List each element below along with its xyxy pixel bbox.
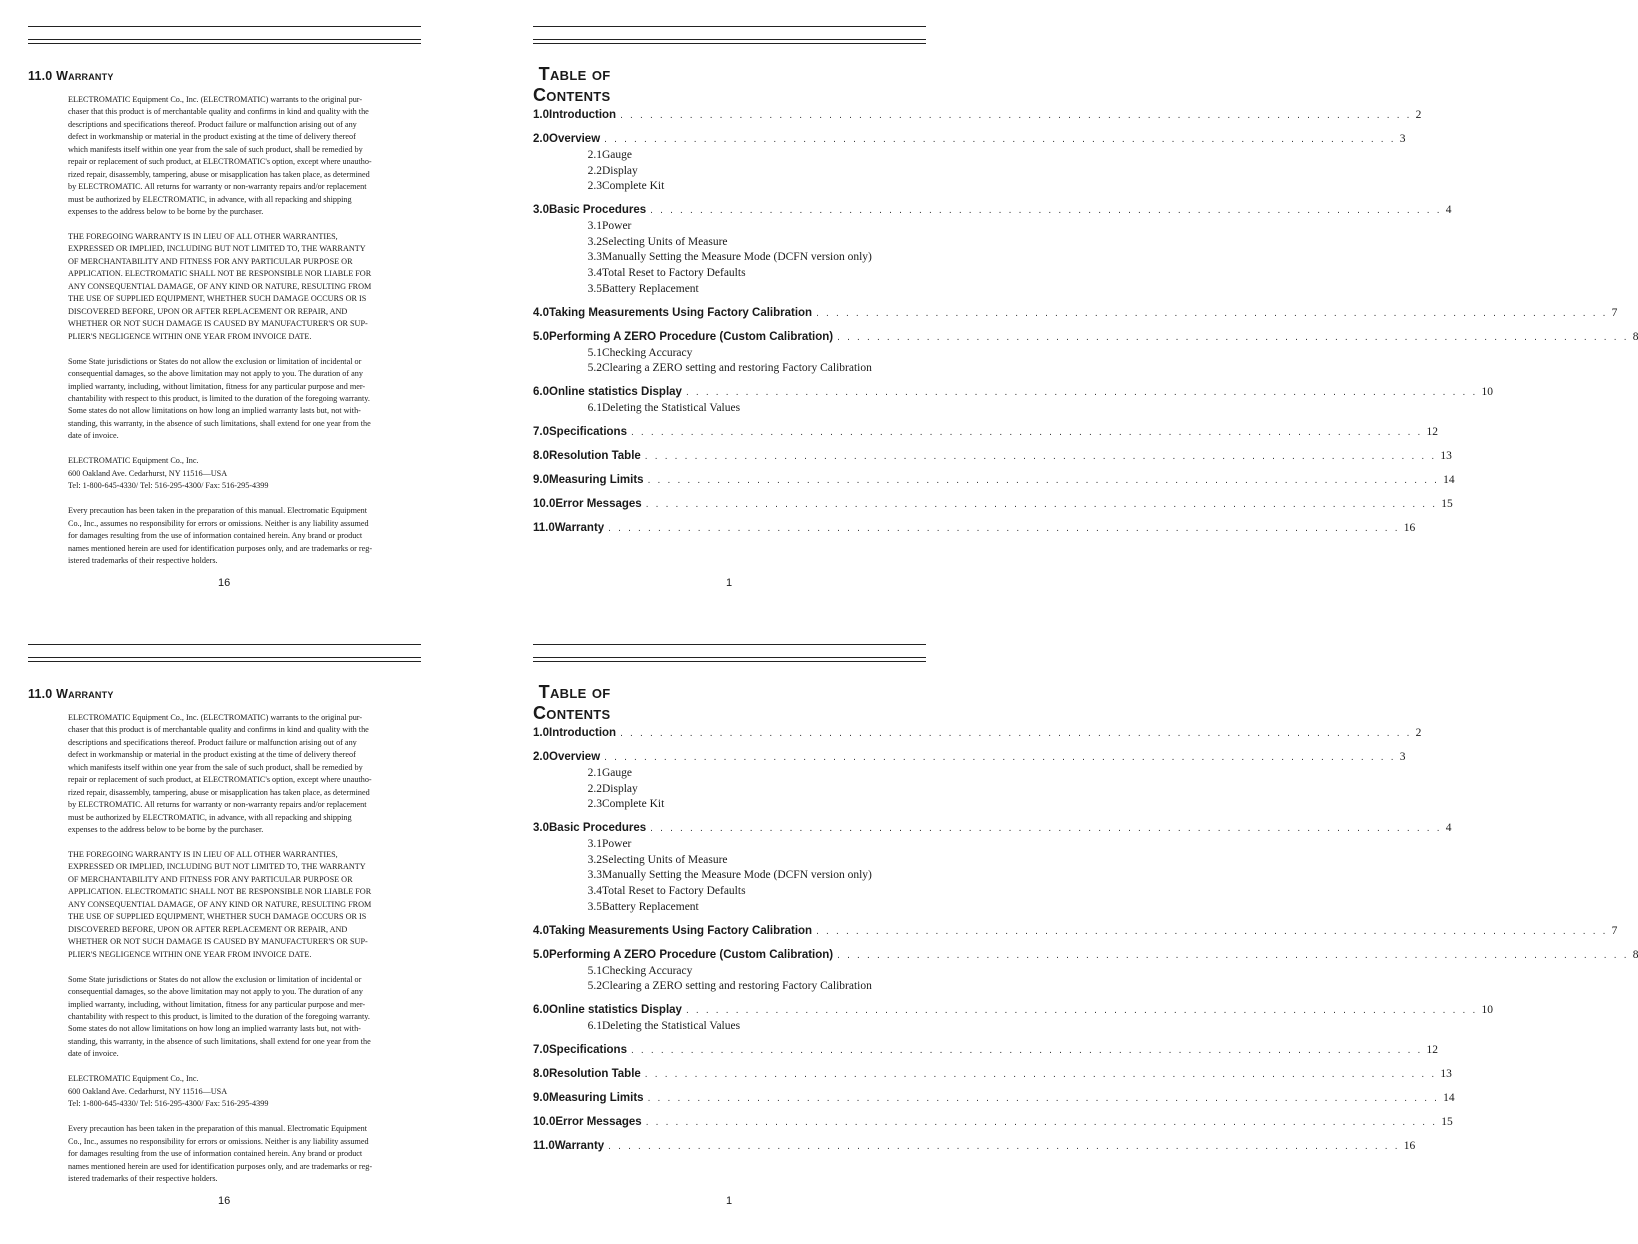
toc-subentry-title: Checking Accuracy bbox=[602, 964, 693, 977]
warranty-heading bbox=[28, 687, 114, 701]
header-rule bbox=[28, 26, 421, 27]
toc-dot-leader: . . . . . . . . . . . . . . . . . . . . . . . . . . . . . . . . . . . . . . . . . . . . . . . . . . . . . . . . . . . . . . . . . . . . . . . . . . . . . . . . bbox=[685, 386, 1478, 398]
toc-subentry-number: 3.4 bbox=[587, 267, 602, 280]
toc-list bbox=[533, 109, 1638, 546]
toc-entry-title: Taking Measurements Using Factory Calibration bbox=[549, 306, 813, 319]
toc-page-top bbox=[533, 26, 1638, 626]
toc-subentry[interactable] bbox=[533, 965, 925, 981]
toc-subentry-number: 2.1 bbox=[587, 767, 602, 779]
toc-entry-group bbox=[533, 204, 1452, 298]
toc-subentry[interactable] bbox=[533, 362, 925, 378]
toc-subentry-number: 2.3 bbox=[587, 180, 602, 193]
header-rule bbox=[533, 644, 926, 645]
toc-subentry-title: Gauge bbox=[602, 767, 633, 779]
toc-entry-title: Introduction bbox=[549, 109, 617, 121]
toc-entry-number: 5.0 bbox=[533, 330, 549, 343]
toc-entry-page: 15 bbox=[1441, 1115, 1453, 1128]
toc-subentry-title: Manually Setting the Measure Mode (DCFN version only) bbox=[602, 251, 872, 264]
toc-entry[interactable] bbox=[533, 133, 1406, 149]
warranty-heading-number: 11.0 bbox=[28, 69, 53, 83]
toc-entry[interactable] bbox=[533, 109, 1422, 125]
toc-dot-leader: . . . . . . . . . . . . . . . . . . . . . . . . . . . . . . . . . . . . . . . . . . . . . . . . . . . . . . . . . . . . . . . . . . . . . . . . . . . . . . . . bbox=[837, 949, 1629, 961]
toc-entry-number: 3.0 bbox=[533, 822, 549, 835]
toc-entry-group bbox=[533, 924, 1618, 941]
toc-entry-page: 13 bbox=[1440, 449, 1452, 462]
toc-subentry-number: 3.2 bbox=[587, 235, 602, 248]
toc-entry[interactable] bbox=[533, 425, 1439, 442]
toc-entry[interactable] bbox=[533, 385, 1493, 402]
toc-subentry[interactable] bbox=[533, 347, 925, 363]
toc-entry-page: 8 bbox=[1632, 330, 1638, 343]
toc-entry[interactable] bbox=[533, 1067, 1452, 1084]
toc-dot-leader: . . . . . . . . . . . . . . . . . . . . . . . . . . . . . . . . . . . . . . . . . . . . . . . . . . . . . . . . . . . . . . . . . . . . . . . . . . . . . . . . bbox=[816, 307, 1608, 319]
warranty-paragraph: ELECTROMATIC Equipment Co., Inc. (ELECTROMATIC) warrants to the original pur- chaser that this product is of merchantable quality and confirms in kind and quality with the descriptions and specifications thereof. Product failure or malfunction arising out of any defect in workmanship or material in the product existing at the time of delivery thereof which manifests itself within one year from the sale of such product, shall be remedied by repair or replacement of such product, at ELECTROMATIC's option, except where unautho- rized repair, disassembly, tampering, abuse or misapplication has taken place, as determined by ELECTROMATIC. All returns for warranty or non-warranty repairs and/or replacement must be authorized by ELECTROMATIC, in advance, with all repacking and shipping expenses to the address below to be borne by the purchaser. bbox=[68, 713, 372, 835]
toc-entry-title: Resolution Table bbox=[549, 1067, 641, 1080]
toc-entry-number: 5.0 bbox=[533, 948, 549, 961]
toc-page-bottom bbox=[533, 644, 1638, 1244]
toc-entry[interactable] bbox=[533, 1003, 1493, 1020]
toc-subentry-title: Selecting Units of Measure bbox=[602, 853, 728, 866]
toc-dot-leader: . . . . . . . . . . . . . . . . . . . . . . . . . . . . . . . . . . . . . . . . . . . . . . . . . . . . . . . . . . . . . . . . . . . . . . . . . . . . . . . . bbox=[645, 498, 1438, 510]
company-address: ELECTROMATIC Equipment Co., Inc. 600 Oakland Ave. Cedarhurst, NY 11516—USA Tel: 1-800-645-4330/ Tel: 516-295-4300/ Fax: 516-295-4399 bbox=[68, 456, 269, 491]
toc-subentry-number: 2.2 bbox=[587, 164, 602, 177]
toc-subentry-number: 3.3 bbox=[587, 251, 602, 264]
toc-entry-number: 7.0 bbox=[533, 1043, 549, 1056]
toc-subentry[interactable] bbox=[533, 236, 925, 252]
toc-dot-leader: . . . . . . . . . . . . . . . . . . . . . . . . . . . . . . . . . . . . . . . . . . . . . . . . . . . . . . . . . . . . . . . . . . . . . . . . . . . . . . . . bbox=[685, 1004, 1478, 1016]
toc-entry-page: 16 bbox=[1403, 1139, 1416, 1152]
warranty-state-paragraph: Some State jurisdictions or States do not allow the exclusion or limitation of incidental or consequential damages, so the above limitation may not apply to you. The duration of any implied warranty, including, without limitation, fitness for any particular purpose and mer- chantability with respect to this product, is limited to the duration of the foregoing warranty. Some states do not allow limitations on how long an implied warranty lasts but, not with- standing, this warranty, in the absence of such limitations, shall extend for one year from the date of invoice. bbox=[68, 356, 371, 441]
toc-entry[interactable] bbox=[533, 1043, 1439, 1060]
toc-subentry-number: 6.1 bbox=[587, 401, 602, 414]
toc-subentry-number: 2.3 bbox=[587, 798, 602, 811]
toc-entry-page: 10 bbox=[1481, 385, 1493, 398]
toc-subentry[interactable] bbox=[533, 402, 925, 418]
toc-entry-title: Overview bbox=[549, 133, 601, 145]
toc-entry-group bbox=[533, 425, 1439, 442]
toc-subentry[interactable] bbox=[533, 854, 925, 870]
toc-subentry[interactable] bbox=[533, 901, 925, 917]
toc-subentry-title: Power bbox=[602, 220, 632, 233]
warranty-body bbox=[68, 94, 420, 580]
warranty-state-paragraph: Some State jurisdictions or States do not allow the exclusion or limitation of incidental or consequential damages, so the above limitation may not apply to you. The duration of any implied warranty, including, without limitation, fitness for any particular purpose and mer- chantability with respect to this product, is limited to the duration of the foregoing warranty. Some states do not allow limitations on how long an implied warranty lasts but, not with- standing, this warranty, in the absence of such limitations, shall extend for one year from the date of invoice. bbox=[68, 974, 371, 1059]
toc-subentry-title: Total Reset to Factory Defaults bbox=[602, 885, 746, 898]
toc-entry[interactable] bbox=[533, 521, 1416, 538]
warranty-heading bbox=[28, 69, 114, 83]
toc-entry-page: 3 bbox=[1399, 751, 1406, 763]
warranty-paragraph: ELECTROMATIC Equipment Co., Inc. (ELECTROMATIC) warrants to the original pur- chaser that this product is of merchantable quality and confirms in kind and quality with the descriptions and specifications thereof. Product failure or malfunction arising out of any defect in workmanship or material in the product existing at the time of delivery thereof which manifests itself within one year from the sale of such product, shall be remedied by repair or replacement of such product, at ELECTROMATIC's option, except where unautho- rized repair, disassembly, tampering, abuse or misapplication has taken place, as determined by ELECTROMATIC. All returns for warranty or non-warranty repairs and/or replacement must be authorized by ELECTROMATIC, in advance, with all repacking and shipping expenses to the address below to be borne by the purchaser. bbox=[68, 95, 372, 217]
toc-dot-leader: . . . . . . . . . . . . . . . . . . . . . . . . . . . . . . . . . . . . . . . . . . . . . . . . . . . . . . . . . . . . . . . . . . . . . . . . . . . . . . . . bbox=[650, 823, 1442, 835]
toc-subentry[interactable] bbox=[533, 783, 925, 799]
toc-entry-title: Error Messages bbox=[555, 1115, 642, 1128]
precaution-paragraph: Every precaution has been taken in the preparation of this manual. Electromatic Equipment Co., Inc., assumes no responsibility for errors or omissions. Neither is any liability assumed for damages resulting from the use of information contained herein. Any brand or product names mentioned herein are used for identification purposes only, and are trademarks or reg- istered trademarks of their respective holders. bbox=[68, 506, 373, 565]
toc-entry-page: 12 bbox=[1426, 425, 1439, 438]
toc-subentry[interactable] bbox=[533, 885, 925, 901]
toc-entry-group bbox=[533, 727, 1422, 743]
toc-subentry-title: Display bbox=[602, 782, 638, 795]
toc-entry-title: Basic Procedures bbox=[549, 822, 647, 835]
toc-entry[interactable] bbox=[533, 330, 1638, 347]
warranty-body bbox=[68, 712, 420, 1198]
toc-entry-page: 7 bbox=[1611, 924, 1618, 937]
toc-entry-group bbox=[533, 1067, 1452, 1084]
toc-entry-page: 15 bbox=[1441, 497, 1453, 510]
warranty-heading-title: Warranty bbox=[56, 687, 114, 701]
toc-subentry-title: Total Reset to Factory Defaults bbox=[602, 267, 746, 280]
toc-dot-leader: . . . . . . . . . . . . . . . . . . . . . . . . . . . . . . . . . . . . . . . . . . . . . . . . . . . . . . . . . . . . . . . . . . . . . . . . . . . . . . . . bbox=[644, 450, 1437, 462]
toc-dot-leader: . . . . . . . . . . . . . . . . . . . . . . . . . . . . . . . . . . . . . . . . . . . . . . . . . . . . . . . . . . . . . . . . . . . . . . . . . . . . . . . . bbox=[630, 1044, 1423, 1056]
toc-entry-group bbox=[533, 1139, 1416, 1156]
toc-dot-leader: . . . . . . . . . . . . . . . . . . . . . . . . . . . . . . . . . . . . . . . . . . . . . . . . . . . . . . . . . . . . . . . . . . . . . . . . . . . . . . . . bbox=[608, 522, 1400, 534]
toc-entry-number: 3.0 bbox=[533, 204, 549, 217]
toc-entry-page: 14 bbox=[1443, 473, 1455, 486]
toc-dot-leader: . . . . . . . . . . . . . . . . . . . . . . . . . . . . . . . . . . . . . . . . . . . . . . . . . . . . . . . . . . . . . . . . . . . . . . . . . . . . . . . . bbox=[630, 426, 1423, 438]
toc-dot-leader: . . . . . . . . . . . . . . . . . . . . . . . . . . . . . . . . . . . . . . . . . . . . . . . . . . . . . . . . . . . . . . . . . . . . . . . . . . . . . . . . bbox=[620, 110, 1412, 121]
toc-entry-title: Performing A ZERO Procedure (Custom Calibration) bbox=[549, 948, 834, 961]
warranty-disclaimer-paragraph: THE FOREGOING WARRANTY IS IN LIEU OF ALL OTHER WARRANTIES, EXPRESSED OR IMPLIED, INCLUDING BUT NOT LIMITED TO, THE WARRANTY OF MERCHANTABILITY AND FITNESS FOR ANY PARTICULAR PURPOSE OR APPLICATION. ELECTROMATIC SHALL NOT BE RESPONSIBLE NOR LIABLE FOR ANY CONSEQUENTIAL DAMAGE, OF ANY KIND OR NATURE, RESULTING FROM THE USE OF SUPPLIED EQUIPMENT, WHETHER SUCH DAMAGE OCCURS OR IS DISCOVERED BEFORE, UPON OR AFTER REPLACEMENT OR REPAIR, AND WHETHER OR NOT SUCH DAMAGE IS CAUSED BY MANUFACTURER'S OR SUP- PLIER'S NEGLIGENCE WITHIN ONE YEAR FROM INVOICE DATE. bbox=[68, 232, 372, 341]
toc-subentry-number: 6.1 bbox=[587, 1019, 602, 1032]
toc-entry[interactable] bbox=[533, 497, 1453, 514]
toc-entry-page: 7 bbox=[1611, 306, 1618, 319]
toc-entry-number: 11.0 bbox=[533, 521, 555, 534]
toc-subentry-title: Power bbox=[602, 838, 632, 851]
toc-entry-group bbox=[533, 473, 1455, 490]
toc-entry-number: 10.0 bbox=[533, 1115, 556, 1128]
warranty-page-top bbox=[28, 26, 448, 626]
toc-entry-number: 6.0 bbox=[533, 385, 549, 398]
toc-entry-group bbox=[533, 1115, 1453, 1132]
toc-entry-number: 1.0 bbox=[533, 727, 549, 739]
company-address: ELECTROMATIC Equipment Co., Inc. 600 Oakland Ave. Cedarhurst, NY 11516—USA Tel: 1-800-645-4330/ Tel: 516-295-4300/ Fax: 516-295-4399 bbox=[68, 1074, 269, 1109]
toc-entry-title: Online statistics Display bbox=[549, 1003, 682, 1016]
toc-entry-group bbox=[533, 306, 1618, 323]
toc-entry-page: 2 bbox=[1415, 109, 1422, 121]
toc-entry-page: 4 bbox=[1445, 204, 1452, 217]
toc-subentry-title: Battery Replacement bbox=[602, 900, 699, 913]
toc-subentry-title: Battery Replacement bbox=[602, 282, 699, 295]
header-double-rule bbox=[28, 39, 421, 44]
toc-dot-leader: . . . . . . . . . . . . . . . . . . . . . . . . . . . . . . . . . . . . . . . . . . . . . . . . . . . . . . . . . . . . . . . . . . . . . . . . . . . . . . . . bbox=[837, 331, 1629, 343]
toc-subentry[interactable] bbox=[533, 267, 925, 283]
toc-entry-page: 14 bbox=[1443, 1091, 1455, 1104]
toc-subentry[interactable] bbox=[533, 1020, 925, 1036]
page-number: 1 bbox=[726, 577, 733, 589]
toc-heading: Table of Contents bbox=[533, 64, 611, 105]
toc-entry-number: 7.0 bbox=[533, 425, 549, 438]
toc-dot-leader: . . . . . . . . . . . . . . . . . . . . . . . . . . . . . . . . . . . . . . . . . . . . . . . . . . . . . . . . . . . . . . . . . . . . . . . . . . . . . . . . bbox=[647, 474, 1440, 486]
toc-subentry[interactable] bbox=[533, 767, 925, 783]
warranty-heading-number: 11.0 bbox=[28, 687, 53, 701]
toc-entry[interactable] bbox=[533, 727, 1422, 743]
toc-heading: Table of Contents bbox=[533, 682, 611, 723]
toc-entry-title: Taking Measurements Using Factory Calibration bbox=[549, 924, 813, 937]
toc-entry-title: Specifications bbox=[549, 1043, 627, 1056]
toc-subentry[interactable] bbox=[533, 220, 925, 236]
toc-subentry[interactable] bbox=[533, 798, 925, 814]
toc-entry-title: Resolution Table bbox=[549, 449, 641, 462]
toc-subentry-number: 3.5 bbox=[587, 900, 602, 913]
page-number: 16 bbox=[218, 1195, 231, 1207]
toc-subentry[interactable] bbox=[533, 283, 925, 299]
toc-subentry-number: 2.1 bbox=[587, 149, 602, 161]
toc-entry-title: Performing A ZERO Procedure (Custom Calibration) bbox=[549, 330, 834, 343]
toc-entry-page: 16 bbox=[1403, 521, 1416, 534]
warranty-page-bottom bbox=[28, 644, 448, 1244]
toc-entry-title: Online statistics Display bbox=[549, 385, 682, 398]
toc-subentry[interactable] bbox=[533, 869, 925, 885]
toc-entry-group bbox=[533, 751, 1406, 814]
toc-entry-group bbox=[533, 822, 1452, 916]
toc-entry-title: Error Messages bbox=[555, 497, 642, 510]
page-number: 1 bbox=[726, 1195, 733, 1207]
toc-entry-number: 4.0 bbox=[533, 306, 549, 319]
toc-dot-leader: . . . . . . . . . . . . . . . . . . . . . . . . . . . . . . . . . . . . . . . . . . . . . . . . . . . . . . . . . . . . . . . . . . . . . . . . . . . . . . . . bbox=[650, 205, 1442, 217]
toc-entry[interactable] bbox=[533, 1115, 1453, 1132]
toc-entry-title: Measuring Limits bbox=[549, 473, 644, 486]
toc-dot-leader: . . . . . . . . . . . . . . . . . . . . . . . . . . . . . . . . . . . . . . . . . . . . . . . . . . . . . . . . . . . . . . . . . . . . . . . . . . . . . . . . bbox=[645, 1116, 1438, 1128]
toc-entry-group bbox=[533, 1091, 1455, 1108]
toc-entry-title: Basic Procedures bbox=[549, 204, 647, 217]
header-double-rule bbox=[533, 39, 926, 44]
toc-entry-group bbox=[533, 497, 1453, 514]
toc-subentry-title: Checking Accuracy bbox=[602, 346, 693, 359]
toc-subentry-number: 5.1 bbox=[587, 964, 602, 977]
warranty-heading-title: Warranty bbox=[56, 69, 114, 83]
toc-entry-number: 9.0 bbox=[533, 473, 549, 486]
toc-list bbox=[533, 727, 1638, 1164]
toc-entry-group bbox=[533, 1003, 1493, 1036]
toc-subentry-title: Display bbox=[602, 164, 638, 177]
toc-subentry-number: 3.4 bbox=[587, 885, 602, 898]
toc-subentry[interactable] bbox=[533, 180, 925, 196]
toc-subentry-number: 3.1 bbox=[587, 220, 602, 233]
toc-entry-number: 9.0 bbox=[533, 1091, 549, 1104]
toc-entry-title: Introduction bbox=[549, 727, 617, 739]
toc-subentry-number: 3.3 bbox=[587, 869, 602, 882]
toc-entry-page: 13 bbox=[1440, 1067, 1452, 1080]
toc-entry-group bbox=[533, 1043, 1439, 1060]
toc-entry[interactable] bbox=[533, 751, 1406, 767]
toc-entry-title: Warranty bbox=[554, 1139, 605, 1152]
header-double-rule bbox=[28, 657, 421, 662]
toc-subentry[interactable] bbox=[533, 149, 925, 165]
toc-entry-page: 10 bbox=[1481, 1003, 1493, 1016]
header-rule bbox=[533, 26, 926, 27]
toc-entry-group bbox=[533, 948, 1638, 996]
toc-entry[interactable] bbox=[533, 473, 1455, 490]
toc-subentry-number: 2.2 bbox=[587, 782, 602, 795]
toc-entry-title: Measuring Limits bbox=[549, 1091, 644, 1104]
toc-entry-number: 2.0 bbox=[533, 751, 549, 763]
toc-entry-title: Warranty bbox=[554, 521, 605, 534]
toc-entry[interactable] bbox=[533, 306, 1618, 323]
toc-entry[interactable] bbox=[533, 924, 1618, 941]
toc-subentry-title: Manually Setting the Measure Mode (DCFN version only) bbox=[602, 869, 872, 882]
toc-dot-leader: . . . . . . . . . . . . . . . . . . . . . . . . . . . . . . . . . . . . . . . . . . . . . . . . . . . . . . . . . . . . . . . . . . . . . . . . . . . . . . . . bbox=[816, 925, 1608, 937]
toc-entry[interactable] bbox=[533, 204, 1452, 220]
toc-dot-leader: . . . . . . . . . . . . . . . . . . . . . . . . . . . . . . . . . . . . . . . . . . . . . . . . . . . . . . . . . . . . . . . . . . . . . . . . . . . . . . . . bbox=[647, 1092, 1440, 1104]
toc-subentry[interactable] bbox=[533, 980, 925, 996]
toc-entry-page: 2 bbox=[1415, 727, 1422, 739]
warranty-disclaimer-paragraph: THE FOREGOING WARRANTY IS IN LIEU OF ALL OTHER WARRANTIES, EXPRESSED OR IMPLIED, INCLUDING BUT NOT LIMITED TO, THE WARRANTY OF MERCHANTABILITY AND FITNESS FOR ANY PARTICULAR PURPOSE OR APPLICATION. ELECTROMATIC SHALL NOT BE RESPONSIBLE NOR LIABLE FOR ANY CONSEQUENTIAL DAMAGE, OF ANY KIND OR NATURE, RESULTING FROM THE USE OF SUPPLIED EQUIPMENT, WHETHER SUCH DAMAGE OCCURS OR IS DISCOVERED BEFORE, UPON OR AFTER REPLACEMENT OR REPAIR, AND WHETHER OR NOT SUCH DAMAGE IS CAUSED BY MANUFACTURER'S OR SUP- PLIER'S NEGLIGENCE WITHIN ONE YEAR FROM INVOICE DATE. bbox=[68, 850, 372, 959]
toc-subentry-title: Gauge bbox=[602, 149, 633, 161]
toc-entry[interactable] bbox=[533, 822, 1452, 838]
toc-subentry-number: 3.5 bbox=[587, 282, 602, 295]
toc-subentry-title: Selecting Units of Measure bbox=[602, 235, 728, 248]
toc-entry-number: 2.0 bbox=[533, 133, 549, 145]
precaution-paragraph: Every precaution has been taken in the preparation of this manual. Electromatic Equipment Co., Inc., assumes no responsibility for errors or omissions. Neither is any liability assumed for damages resulting from the use of information contained herein. Any brand or product names mentioned herein are used for identification purposes only, and are trademarks or reg- istered trademarks of their respective holders. bbox=[68, 1124, 373, 1183]
toc-subentry-title: Complete Kit bbox=[602, 798, 665, 811]
toc-entry-page: 12 bbox=[1426, 1043, 1439, 1056]
header-rule bbox=[28, 644, 421, 645]
toc-entry[interactable] bbox=[533, 948, 1638, 965]
toc-entry-number: 6.0 bbox=[533, 1003, 549, 1016]
toc-dot-leader: . . . . . . . . . . . . . . . . . . . . . . . . . . . . . . . . . . . . . . . . . . . . . . . . . . . . . . . . . . . . . . . . . . . . . . . . . . . . . . . . bbox=[644, 1068, 1437, 1080]
toc-subentry-title: Complete Kit bbox=[602, 180, 665, 193]
toc-entry-number: 8.0 bbox=[533, 1067, 549, 1080]
toc-dot-leader: . . . . . . . . . . . . . . . . . . . . . . . . . . . . . . . . . . . . . . . . . . . . . . . . . . . . . . . . . . . . . . . . . . . . . . . . . . . . . . . . bbox=[604, 752, 1396, 763]
toc-entry[interactable] bbox=[533, 1091, 1455, 1108]
header-double-rule bbox=[533, 657, 926, 662]
toc-entry-group bbox=[533, 109, 1422, 125]
toc-entry-number: 10.0 bbox=[533, 497, 556, 510]
toc-entry-number: 4.0 bbox=[533, 924, 549, 937]
toc-subentry-number: 3.2 bbox=[587, 853, 602, 866]
toc-entry-page: 8 bbox=[1632, 948, 1638, 961]
toc-entry-group bbox=[533, 385, 1493, 418]
toc-entry-page: 4 bbox=[1445, 822, 1452, 835]
toc-entry-number: 11.0 bbox=[533, 1139, 555, 1152]
toc-entry-title: Overview bbox=[549, 751, 601, 763]
toc-entry-number: 8.0 bbox=[533, 449, 549, 462]
toc-subentry-number: 3.1 bbox=[587, 838, 602, 851]
page-number: 16 bbox=[218, 577, 231, 589]
toc-subentry-title: Deleting the Statistical Values bbox=[602, 401, 741, 414]
toc-entry-title: Specifications bbox=[549, 425, 627, 438]
toc-subentry[interactable] bbox=[533, 251, 925, 267]
toc-entry-group bbox=[533, 449, 1452, 466]
toc-entry-group bbox=[533, 330, 1638, 378]
toc-subentry-number: 5.2 bbox=[587, 362, 602, 375]
toc-subentry-number: 5.1 bbox=[587, 346, 602, 359]
toc-subentry-title: Clearing a ZERO setting and restoring Factory Calibration bbox=[602, 980, 872, 993]
toc-entry-group bbox=[533, 521, 1416, 538]
toc-entry-number: 1.0 bbox=[533, 109, 549, 121]
toc-dot-leader: . . . . . . . . . . . . . . . . . . . . . . . . . . . . . . . . . . . . . . . . . . . . . . . . . . . . . . . . . . . . . . . . . . . . . . . . . . . . . . . . bbox=[604, 134, 1396, 145]
toc-entry[interactable] bbox=[533, 1139, 1416, 1156]
toc-subentry-title: Clearing a ZERO setting and restoring Factory Calibration bbox=[602, 362, 872, 375]
toc-entry[interactable] bbox=[533, 449, 1452, 466]
toc-subentry[interactable] bbox=[533, 838, 925, 854]
toc-subentry[interactable] bbox=[533, 165, 925, 181]
toc-dot-leader: . . . . . . . . . . . . . . . . . . . . . . . . . . . . . . . . . . . . . . . . . . . . . . . . . . . . . . . . . . . . . . . . . . . . . . . . . . . . . . . . bbox=[620, 728, 1412, 739]
toc-entry-group bbox=[533, 133, 1406, 196]
toc-subentry-number: 5.2 bbox=[587, 980, 602, 993]
toc-subentry-title: Deleting the Statistical Values bbox=[602, 1019, 741, 1032]
toc-entry-page: 3 bbox=[1399, 133, 1406, 145]
toc-dot-leader: . . . . . . . . . . . . . . . . . . . . . . . . . . . . . . . . . . . . . . . . . . . . . . . . . . . . . . . . . . . . . . . . . . . . . . . . . . . . . . . . bbox=[608, 1140, 1400, 1152]
